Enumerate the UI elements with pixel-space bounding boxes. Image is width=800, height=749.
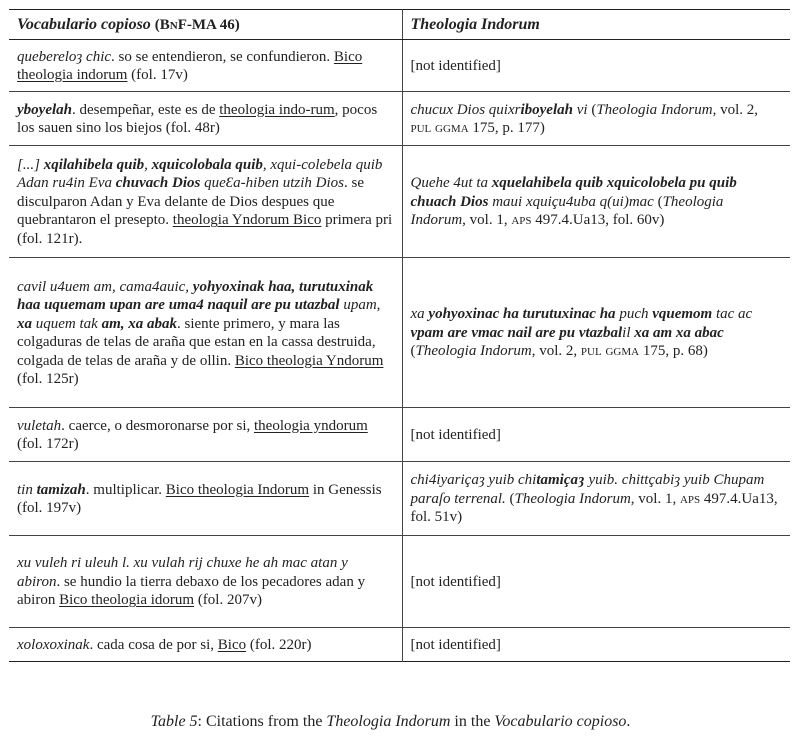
caption-text: in the bbox=[454, 713, 491, 730]
vocabulario-cell: [...] xqilahibela quib, xquicolobala quib, xqui-colebela quib Adan ru4in Eva chuvach Dios queƐa-hiben utzih Dios. se disculparon Adan y Eva delante de Dios despues que quebrantaron el presepto. theologia Yndorum Bico primera pri (fol. 121r). bbox=[9, 146, 402, 258]
table-row bbox=[9, 146, 790, 258]
theologia-cell: [not identified] bbox=[410, 57, 501, 74]
column-header-vocabulario bbox=[9, 10, 402, 40]
table-row bbox=[9, 92, 790, 146]
vocabulario-cell: vuletah. caerce, o desmoronarse por si, theologia yndorum (fol. 172r) bbox=[9, 408, 402, 462]
table-row bbox=[9, 628, 790, 662]
header-title: Vocabulario copioso bbox=[17, 16, 151, 33]
vocabulario-cell: xu vuleh ri uleuh l. xu vulah rij chuxe he ah mac atan y abiron. se hundio la tierra debaxo de los pecadores adan y abiron Bico theologia idorum (fol. 207v) bbox=[9, 536, 402, 628]
table-row bbox=[9, 258, 790, 408]
vocabulario-cell: xoloxoxinak. cada cosa de por si, Bico (fol. 220r) bbox=[9, 628, 402, 662]
vocabulario-cell: tin tamizah. multiplicar. Bico theologia Indorum in Genessis (fol. 197v) bbox=[9, 462, 402, 536]
table-row bbox=[9, 536, 790, 628]
theologia-cell: [not identified] bbox=[410, 426, 501, 443]
caption-text: . bbox=[626, 713, 631, 730]
table-container bbox=[9, 9, 790, 662]
theologia-cell: chi4iyariçaȝ yuib chitamiçaȝ yuib. chittçabiȝ yuib Chupam paraſo terrenal. (Theologia Indorum, vol. 1, aps 497.4.Ua13, fol. 51v) bbox=[410, 472, 778, 526]
caption-label: Table 5 bbox=[150, 713, 198, 730]
citations-table bbox=[9, 9, 790, 662]
vocabulario-cell: cavil u4uem am, cama4auic, yohyoxinak haa, turutuxinak haa uquemam upan are uma4 naquil are pu utazbal upam, xa uquem tak am, xa abak. siente primero, y mara las colgaduras de telas de araña que estan en la cassa destruida, colgada de telas de araña y de ollin. Bico theologia Yndorum (fol. 125r) bbox=[9, 258, 402, 408]
theologia-cell: xa yohyoxinac ha turutuxinac ha puch vquemom tac ac vpam are vmac nail are pu vtazbalil xa am xa abac (Theologia Indorum, vol. 2, pul ggma 175, p. 68) bbox=[410, 306, 753, 360]
table-row bbox=[9, 40, 790, 92]
vocabulario-cell: yboyelah. desempeñar, este es de theologia indo-rum, pocos los sauen sino los biejos (fol. 48r) bbox=[9, 92, 402, 146]
table-row bbox=[9, 462, 790, 536]
table-header-row bbox=[9, 10, 790, 40]
caption-text: : Citations from the bbox=[197, 713, 323, 730]
column-header-theologia: Theologia Indorum bbox=[402, 10, 790, 40]
caption-title: Theologia Indorum bbox=[326, 713, 451, 730]
header-source: (BnF-MA 46) bbox=[154, 17, 240, 33]
vocabulario-cell: quebereloȝ chic. so se entendieron, se confundieron. Bico theologia indorum (fol. 17v) bbox=[9, 40, 402, 92]
theologia-cell: [not identified] bbox=[410, 636, 501, 653]
theologia-cell: [not identified] bbox=[410, 573, 501, 590]
table-row bbox=[9, 408, 790, 462]
table-caption bbox=[0, 713, 781, 731]
theologia-cell: Quehe 4ut ta xquelahibela quib xquicolobela pu quib chuach Dios maui xquiçu4uba q(ui)mac (Theologia Indorum, vol. 1, aps 497.4.Ua13, fol. 60v) bbox=[410, 175, 737, 229]
theologia-cell: chucux Dios quixriboyelah vi (Theologia Indorum, vol. 2, pul ggma 175, p. 177) bbox=[410, 101, 758, 136]
caption-title: Vocabulario copioso bbox=[494, 713, 627, 730]
